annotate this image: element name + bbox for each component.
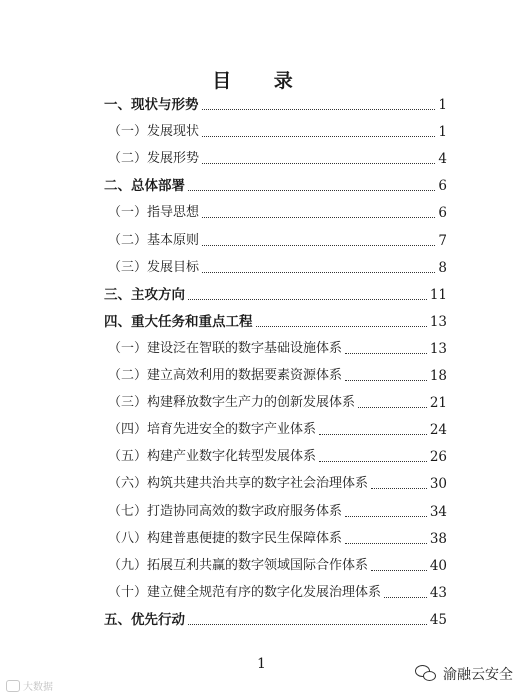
toc-section-entry[interactable]: [104, 390, 447, 412]
watermark-left-text: 大数据: [23, 682, 53, 693]
dot-leader: [202, 217, 435, 218]
toc-title: 目 录: [212, 70, 311, 92]
toc-section-entry[interactable]: [104, 526, 447, 548]
toc-section-entry[interactable]: [104, 553, 447, 575]
toc-entry-label: （十）建立健全规范有序的数字化发展治理体系: [108, 584, 382, 600]
toc-entry-label: （一）发展现状: [108, 124, 200, 140]
toc-entry-page: 8: [438, 259, 447, 276]
toc-entry-label: （一）指导思想: [108, 205, 200, 221]
dot-leader: [345, 380, 427, 381]
dot-leader: [358, 407, 427, 408]
toc-entry-label: （五）构建产业数字化转型发展体系: [108, 449, 317, 465]
toc-entry-label: 四、重大任务和重点工程: [104, 313, 253, 330]
toc-entry-label: （六）构筑共建共治共享的数字社会治理体系: [108, 476, 369, 492]
toc-entry-label: 二、总体部署: [104, 178, 185, 195]
toc-entry-label: （七）打造协同高效的数字政府服务体系: [108, 503, 343, 519]
toc-section-entry[interactable]: [104, 228, 447, 250]
toc-chapter-entry[interactable]: [104, 92, 447, 114]
dot-leader: [371, 570, 427, 571]
toc-entry-page: 4: [438, 151, 447, 168]
toc-entry-page: 13: [429, 340, 447, 357]
toc-entry-label: （一）建设泛在智联的数字基础设施体系: [108, 340, 343, 356]
toc-entry-page: 24: [429, 422, 447, 439]
toc-entry-page: 6: [438, 205, 447, 222]
toc-entry-label: 一、现状与形势: [104, 97, 199, 113]
toc-entry-label: 三、主攻方向: [104, 286, 185, 303]
toc-section-entry[interactable]: [104, 417, 447, 439]
dot-leader: [202, 245, 435, 246]
toc-section-entry[interactable]: [104, 580, 447, 602]
toc-entry-page: 26: [429, 449, 447, 466]
dot-leader: [371, 488, 427, 489]
dot-leader: [188, 624, 427, 625]
toc-entry-label: （三）发展目标: [108, 259, 200, 275]
toc-chapter-entry[interactable]: [104, 173, 447, 195]
toc-entry-page: 18: [429, 368, 447, 384]
toc-entry-label: （四）培育先进安全的数字产业体系: [108, 422, 317, 438]
toc-section-entry[interactable]: [104, 471, 447, 493]
toc-entry-label: （二）建立高效利用的数据要素资源体系: [108, 368, 343, 383]
toc-entry-page: 1: [438, 97, 447, 113]
toc-entry-page: 1: [438, 124, 447, 141]
watermark-logo-icon: [6, 680, 20, 692]
dot-leader: [202, 136, 435, 137]
account-name: 渝融云安全: [443, 667, 513, 683]
toc-entry-page: 6: [438, 178, 447, 195]
toc-chapter-entry[interactable]: [104, 309, 447, 331]
toc-entry-page: 21: [429, 395, 447, 412]
toc-entry-label: （九）拓展互利共赢的数字领域国际合作体系: [108, 557, 369, 573]
toc-entry-label: （八）构建普惠便捷的数字民生保障体系: [108, 530, 343, 546]
dot-leader: [188, 299, 427, 300]
dot-leader: [345, 543, 427, 544]
toc-entry-label: （三）构建释放数字生产力的创新发展体系: [108, 395, 356, 411]
toc-section-entry[interactable]: [104, 119, 447, 141]
dot-leader: [319, 461, 427, 462]
toc-section-entry[interactable]: [104, 363, 447, 385]
toc-chapter-entry[interactable]: [104, 607, 447, 629]
dot-leader: [256, 326, 427, 327]
toc-entry-page: 11: [429, 286, 447, 303]
toc-entry-page: 13: [429, 313, 447, 330]
toc-entry-label: （二）发展形势: [108, 151, 200, 167]
toc-entry-page: 43: [429, 584, 447, 601]
toc-entry-label: （二）基本原则: [108, 232, 200, 248]
toc-entry-page: 45: [429, 611, 447, 628]
toc-entry-page: 34: [429, 503, 447, 520]
source-watermark: [6, 678, 53, 693]
wechat-icon: [415, 665, 437, 683]
dot-leader: [345, 516, 427, 517]
toc-section-entry[interactable]: [104, 200, 447, 222]
toc-entry-page: 40: [429, 557, 447, 574]
toc-section-entry[interactable]: [104, 499, 447, 521]
dot-leader: [319, 434, 427, 435]
dot-leader: [202, 109, 436, 110]
dot-leader: [202, 272, 435, 273]
toc-section-entry[interactable]: [104, 146, 447, 168]
toc-section-entry[interactable]: [104, 336, 447, 358]
dot-leader: [188, 190, 435, 191]
toc-entry-page: 7: [438, 232, 447, 249]
toc-chapter-entry[interactable]: [104, 282, 447, 304]
toc-entry-label: 五、优先行动: [104, 611, 185, 628]
toc-section-entry[interactable]: [104, 255, 447, 277]
dot-leader: [202, 163, 435, 164]
toc-section-entry[interactable]: [104, 444, 447, 466]
page-number: 1: [257, 656, 266, 672]
toc-entry-page: 38: [429, 530, 447, 547]
wechat-account-watermark: [415, 664, 513, 684]
toc-entry-page: 30: [429, 476, 447, 493]
dot-leader: [345, 353, 427, 354]
dot-leader: [384, 597, 427, 598]
